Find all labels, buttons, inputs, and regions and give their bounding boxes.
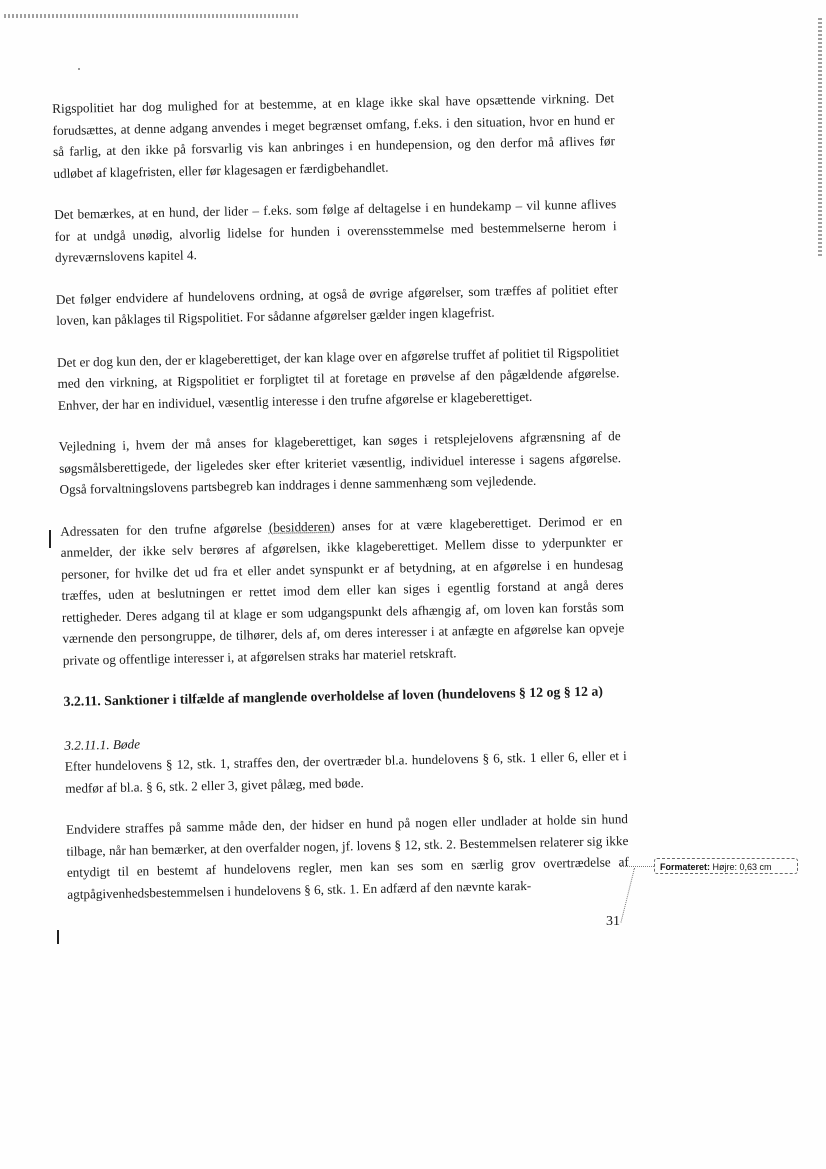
scan-speck (78, 68, 80, 70)
addressee-paragraph (60, 510, 625, 671)
document-body (52, 87, 629, 905)
comment-connector (620, 866, 654, 867)
paragraph-text: Adressaten for den trufne afgørelse (60, 519, 269, 539)
section-heading: 3.2.11. Sanktioner i tilfælde af manglende overholdelse af loven (hundelovens § 12 og § 12 a) (63, 683, 604, 709)
scan-artifact-top (4, 14, 300, 18)
paragraph: Rigspolitiet har dog mulighed for at bestemme, at en klage ikke skal have opsættende virkning. Det forudsættes, at denne adgang anvendes i meget begrænset omfang, f.eks. i den situation, hvor en hund er så farlig, at den ikke på forsvarlig vis kan anbringes i en hundepension, og den derfor må aflives før udløbet af klagefristen, eller før klagesagen er færdigbehandlet. (52, 90, 616, 181)
paragraph: Endvidere straffes på samme måde den, der hidser en hund på nogen eller undlader at holde sin hund tilbage, når han bemærker, at den overfalder nogen, jf. lovens § 12, stk. 2. Bestemmelsen relaterer sig ikke entydigt til en bestemt af hundelovens regler, men kan ses som en særlig grov overtrædelse af agtpågivenhedsbestemmelsen i hundelovens § 6, stk. 1. En adfærd af den nævnte karak- (65, 811, 629, 902)
comment-text: Højre: 0,63 cm (712, 862, 772, 872)
scan-artifact-right (818, 18, 822, 258)
paragraph: Det bemærkes, at en hund, der lider – f.eks. som følge af deltagelse i en hundekamp – vil kunne aflives for at undgå unødig, alvorlig lidelse for hunden i overensstemmelse med bestemmelserne herom i dyreværnslovens kapitel 4. (54, 196, 617, 265)
page-number: 31 (606, 914, 620, 929)
tracked-change-text: (besidderen) (268, 518, 335, 535)
sub-heading: 3.2.11.1. Bøde (64, 735, 141, 753)
change-bar-mark (57, 930, 59, 944)
paragraph: Vejledning i, hvem der må anses for klageberettiget, kan søges i retsplejelovens afgrænsning af de søgsmålsberettigede, der ligeledes sker efter kriteriet væsentlig, individuel interesse i sagens afgørelse. Også forvaltningslovens partsbegreb kan inddrages i denne sammenhæng som vejledende. (58, 428, 622, 497)
paragraph-text: anses for at være klageberettiget. Derimod er en anmelder, der ikke selv berøres af afgørelsen, ikke klageberettiget. Mellem disse to yderpunkter er personer, for hvilke det ud fra et eller andet synspunkt er af betydning, at en afgørelse i en hundesag træffes, uden at beslutningen er rettet imod dem eller kan siges i egentlig forstand at angå deres rettigheder. Deres adgang til at klage er som udgangspunkt dels afhængig af, om loven kan forstås som værnende den persongruppe, de tilhører, dels af, om deres interesser i at anfægte en afgørelse kan opveje private og offentlige interesser i, at afgørelsen straks har materiel retskraft. (60, 512, 625, 668)
comment-label: Formateret: (660, 862, 711, 872)
formatting-comment-balloon[interactable] (654, 858, 798, 874)
paragraph: Efter hundelovens § 12, stk. 1, straffes den, der overtræder bl.a. hundelovens § 6, stk. 1 eller 6, eller et i medfør af bl.a. § 6, stk. 2 eller 3, givet pålæg, med bøde. (64, 748, 627, 796)
change-bar-mark (49, 530, 51, 548)
paragraph: Det er dog kun den, der er klageberettiget, der kan klage over en afgørelse truffet af politiet til Rigspolitiet med den virkning, at Rigspolitiet er forpligtet til at foretage en prøvelse af den pågældende afgørelse. Enhver, der har en individuel, væsentlig interesse i den trufne afgørelse er klageberettiget. (56, 343, 620, 413)
paragraph: Det følger endvidere af hundelovens ordning, at også de øvrige afgørelser, som træffes af politiet efter loven, kan påklages til Rigspolitiet. For sådanne afgørelser gælder ingen klagefrist. (55, 280, 618, 328)
